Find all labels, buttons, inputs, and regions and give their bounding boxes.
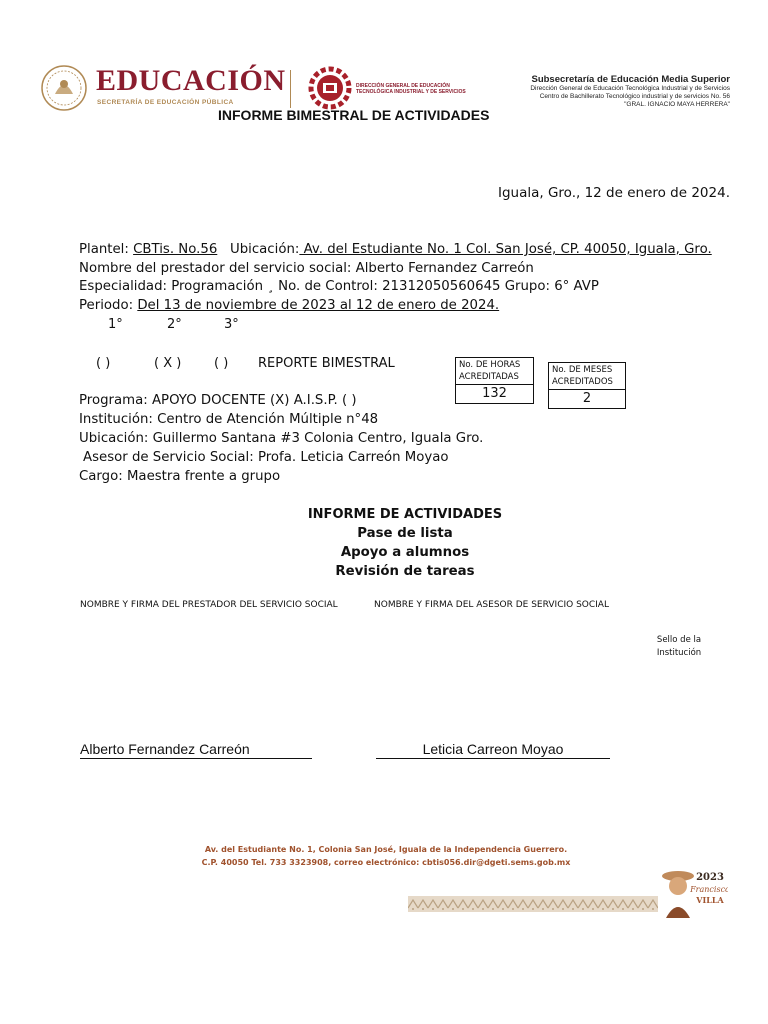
meses-value: 2 (582, 391, 592, 406)
horas-acreditadas-box (455, 357, 534, 404)
header-subsecretaria: Subsecretaría de Educación Media Superior (531, 74, 730, 85)
decorative-band (408, 896, 658, 912)
horas-label: No. DE HORAS ACREDITADAS (456, 358, 533, 385)
horas-value: 132 (482, 386, 507, 401)
actividad-item: Revisión de tareas (335, 564, 475, 579)
asesor-line: Asesor de Servicio Social: Profa. Leticia Carreón Moyao (83, 450, 449, 465)
asesor-signature-name: Leticia Carreon Moyao (376, 741, 610, 759)
bimestre-3-checkbox: ( ) (214, 356, 229, 371)
dgeti-gear-logo (308, 66, 352, 110)
header-divider (290, 70, 291, 108)
firma-asesor-label: NOMBRE Y FIRMA DEL ASESOR DE SERVICIO SOCIAL (374, 600, 609, 610)
periodo-label: Periodo: (79, 298, 138, 313)
prestador-signature-name: Alberto Fernandez Carreón (80, 741, 312, 759)
ubicacion-institucion-line: Ubicación: Guillermo Santana #3 Colonia Centro, Iguala Gro. (79, 431, 484, 446)
footer-address (150, 843, 622, 869)
reporte-bimestral-label: REPORTE BIMESTRAL (258, 356, 395, 371)
plantel-value: CBTis. No.56 (133, 242, 218, 257)
ubicacion-value: Av. del Estudiante No. 1 Col. San José, CP. 40050, Iguala, Gro. (299, 242, 712, 257)
prestador-line: Nombre del prestador del servicio social: Alberto Fernandez Carreón (79, 261, 534, 276)
header-gral: "GRAL. IGNACIO MAYA HERRERA" (624, 101, 730, 108)
plantel-line (79, 242, 712, 257)
sep-subtitle: SECRETARÍA DE EDUCACIÓN PÚBLICA (97, 99, 234, 106)
date-line: Iguala, Gro., 12 de enero de 2024. (497, 185, 730, 201)
meses-label: No. DE MESES ACREDITADOS (549, 363, 625, 390)
ubicacion-label: Ubicación: (229, 242, 300, 257)
plantel-label: Plantel: (79, 242, 134, 257)
header-centro: Centro de Bachillerato Tecnológico industrial y de servicios No. 56 (539, 93, 730, 100)
sello-label: Sello de la Institución (656, 635, 702, 658)
bimestre-1-checkbox: ( ) (96, 356, 111, 371)
bimestre-2: 2° (167, 317, 182, 332)
institucion-line: Institución: Centro de Atención Múltiple n°48 (79, 412, 379, 427)
actividad-item: Pase de lista (357, 526, 453, 541)
emblem-name: Francisco (690, 885, 728, 894)
footer-line-1: Av. del Estudiante No. 1, Colonia San José, Iguala de la Independencia Guerrero. (204, 845, 568, 854)
especialidad-line: Especialidad: Programación ¸ No. de Control: 21312050560645 Grupo: 6° AVP (79, 279, 599, 294)
mexico-seal-logo (40, 64, 88, 112)
document-title: INFORME BIMESTRAL DE ACTIVIDADES (218, 107, 490, 123)
footer-line-2: C.P. 40050 Tel. 733 3323908, correo electrónico: cbtis056.dir@dgeti.sems.gob.mx (201, 858, 571, 867)
cargo-line: Cargo: Maestra frente a grupo (79, 469, 281, 484)
programa-line: Programa: APOYO DOCENTE (X) A.I.S.P. ( ) (79, 393, 357, 408)
firma-prestador-label: NOMBRE Y FIRMA DEL PRESTADOR DEL SERVICIO SOCIAL (80, 600, 338, 610)
periodo-value: Del 13 de noviembre de 2023 al 12 de enero de 2024. (137, 298, 500, 313)
actividad-item: Apoyo a alumnos (340, 545, 470, 560)
header-direccion: Dirección General de Educación Tecnológica Industrial y de Servicios (530, 85, 730, 92)
bimestre-3: 3° (224, 317, 239, 332)
emblem-year: 2023 (696, 872, 724, 883)
dgeti-text: DIRECCIÓN GENERAL DE EDUCACIÓN TECNOLÓGICA INDUSTRIAL Y DE SERVICIOS (356, 83, 466, 95)
educacion-brand: EDUCACIÓN (96, 64, 286, 97)
meses-acreditados-box (548, 362, 626, 409)
actividades-heading: INFORME DE ACTIVIDADES (307, 507, 503, 522)
emblem-word: VILLA (696, 895, 724, 905)
francisco-villa-2023-emblem (656, 862, 728, 920)
bimestre-2-checkbox: ( X ) (154, 356, 182, 371)
bimestre-1: 1° (108, 317, 123, 332)
periodo-line (79, 298, 499, 313)
